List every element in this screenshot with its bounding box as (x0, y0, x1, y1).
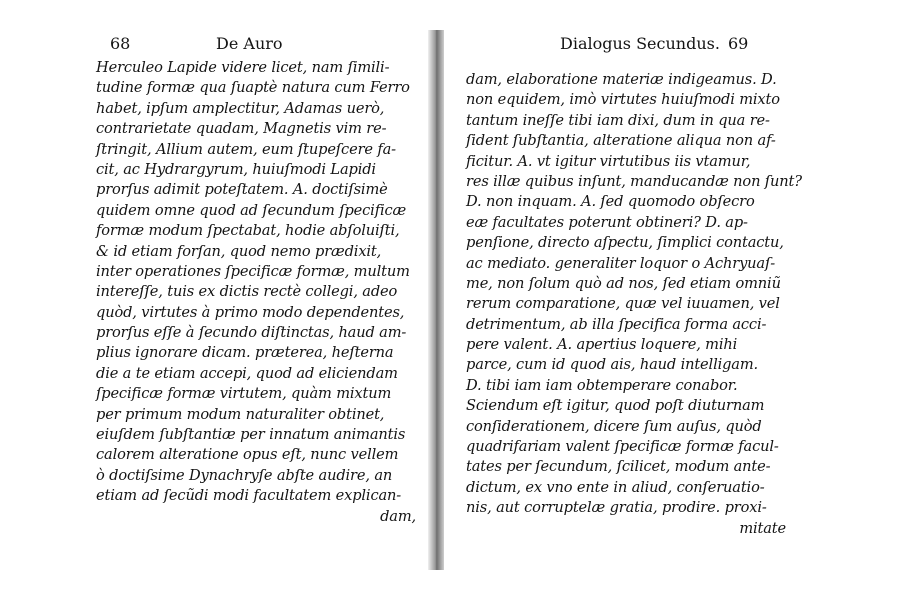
text-line: die a te etiam accepi, quod ad eliciendam (96, 364, 398, 382)
text-line: cit, ac Hydrargyrum, huiuſmodi Lapidi (96, 160, 376, 178)
page-number: 68 (110, 34, 131, 53)
text-line: intereſſe, tuis ex dictis rectè collegi, adeo (96, 283, 398, 301)
text-line: ò doctiſsime Dynachryſe abſte audire, an (96, 466, 393, 484)
text-line: formæ modum ſpectabat, hodie abſoluiſti, (96, 222, 400, 240)
running-head: De Auro (216, 34, 283, 53)
running-head: Dialogus Secundus. (560, 34, 720, 53)
text-line: calorem alteratione opus eſt, nunc vellem (96, 446, 399, 464)
left-page-header (96, 34, 426, 56)
left-page-text (96, 58, 426, 527)
text-line: quadrifariam valent ſpecificæ formæ facul- (466, 438, 779, 456)
text-line: habet, ipſum amplectitur, Adamas uerò, (96, 99, 385, 117)
text-line: penſione, directo aſpectu, ſimplici contactu, (466, 234, 784, 252)
text-line: tudine formæ qua ſuaptè natura cum Ferro (96, 79, 410, 97)
text-line: ſident ſubſtantia, alteratione aliqua non af- (466, 132, 776, 150)
catchword: mitate (739, 519, 786, 537)
text-line: ſpecificæ formæ virtutem, quàm mixtum (96, 385, 392, 403)
text-line: D. non inquam. A. ſed quomodo obſecro (466, 193, 755, 211)
text-line: me, non ſolum quò ad nos, ſed etiam omniũ (466, 274, 781, 292)
text-line: pere valent. A. apertius loquere, mihi (466, 336, 738, 354)
text-line: tantum ineſſe tibi iam dixi, dum in qua re- (466, 111, 770, 129)
text-line: ſtringit, Allium autem, eum ſtupeſcere fa- (96, 140, 396, 158)
text-line: prorſus adimit poteſtatem. A. doctiſsimè (96, 181, 388, 199)
book-gutter (428, 30, 444, 570)
text-line: rerum comparatione, quæ vel iuuamen, vel (466, 295, 780, 313)
catchword: dam, (380, 507, 416, 525)
text-line: D. tibi iam iam obtemperare conabor. (466, 376, 738, 394)
text-line: quidem omne quod ad ſecundum ſpecificæ (96, 201, 407, 219)
page-number: 69 (728, 34, 749, 53)
text-line: eiuſdem ſubſtantiæ per innatum animantis (96, 426, 406, 444)
text-line: parce, cum id quod ais, haud intelligam. (466, 356, 759, 374)
text-line: Sciendum eſt igitur, quod poſt diuturnam (466, 397, 765, 415)
right-page-text (466, 70, 802, 539)
right-page-header (466, 34, 796, 56)
text-line: detrimentum, ab illa ſpecifica forma acci- (466, 315, 767, 333)
text-line: & id etiam forſan, quod nemo prædixit, (96, 242, 382, 260)
text-line: ac mediato. generaliter loquor o Achryuaſ- (466, 254, 775, 272)
text-line: dam, elaboratione materiæ indigeamus. D. (466, 71, 777, 88)
text-line: dictum, ex vno ente in aliud, conſeruatio- (466, 478, 765, 496)
text-line: res illæ quibus inſunt, manducandæ non ſunt? (466, 172, 802, 190)
text-line: inter operationes ſpecificæ formæ, multum (96, 262, 410, 280)
text-line: etiam ad ſecũdi modi facultatem explican- (96, 487, 402, 505)
text-line: eæ facultates poterunt obtineri? D. ap- (466, 213, 748, 231)
text-line: plius ignorare dicam. præterea, heſterna (96, 344, 394, 362)
text-line: non equidem, imò virtutes huiuſmodi mixto (466, 91, 780, 109)
text-line: conſiderationem, dicere ſum auſus, quòd (466, 417, 762, 435)
text-line: tates per ſecundum, ſcilicet, modum ante- (466, 458, 771, 476)
text-line: contrarietate quadam, Magnetis vim re- (96, 120, 387, 138)
text-line: Herculeo Lapide videre licet, nam ſimili- (96, 59, 390, 76)
text-line: prorſus eſſe à ſecundo diſtinctas, haud am- (96, 324, 407, 342)
text-line: nis, aut corruptelæ gratia, prodire. proxi- (466, 499, 767, 517)
text-line: per primum modum naturaliter obtinet, (96, 405, 385, 423)
text-line: quòd, virtutes à primo modo dependentes, (96, 303, 405, 321)
text-line: ficitur. A. vt igitur virtutibus iis vtamur, (466, 152, 751, 170)
